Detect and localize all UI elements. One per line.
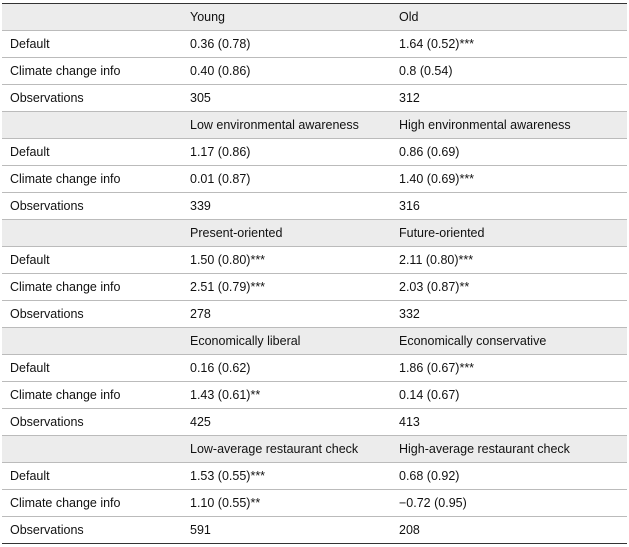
cell-value-b: 0.14 (0.67) — [391, 382, 627, 409]
table-row — [2, 85, 627, 112]
cell-value-b: 312 — [391, 85, 627, 112]
table-row — [2, 409, 627, 436]
row-label: Climate change info — [2, 490, 182, 517]
cell-value-a: 425 — [182, 409, 391, 436]
group-header-row — [2, 436, 627, 463]
row-label: Observations — [2, 517, 182, 544]
row-label: Climate change info — [2, 166, 182, 193]
cell-value-b: 2.11 (0.80)*** — [391, 247, 627, 274]
row-label: Climate change info — [2, 274, 182, 301]
row-label-cell — [2, 4, 182, 31]
cell-value-a: 0.16 (0.62) — [182, 355, 391, 382]
group-header-a: Present-oriented — [182, 220, 391, 247]
group-header-b: High-average restaurant check — [391, 436, 627, 463]
cell-value-a: 278 — [182, 301, 391, 328]
cell-value-b: 1.86 (0.67)*** — [391, 355, 627, 382]
cell-value-a: 591 — [182, 517, 391, 544]
group-header-a: Young — [182, 4, 391, 31]
cell-value-b: 0.86 (0.69) — [391, 139, 627, 166]
row-label: Climate change info — [2, 58, 182, 85]
cell-value-a: 2.51 (0.79)*** — [182, 274, 391, 301]
cell-value-a: 305 — [182, 85, 391, 112]
group-header-row — [2, 112, 627, 139]
row-label: Observations — [2, 301, 182, 328]
cell-value-a: 1.17 (0.86) — [182, 139, 391, 166]
cell-value-b: 208 — [391, 517, 627, 544]
table-row — [2, 355, 627, 382]
table-row — [2, 517, 627, 544]
group-header-b: Economically conservative — [391, 328, 627, 355]
results-table — [2, 3, 627, 544]
row-label: Default — [2, 31, 182, 58]
row-label-cell — [2, 328, 182, 355]
cell-value-b: 332 — [391, 301, 627, 328]
cell-value-b: 1.40 (0.69)*** — [391, 166, 627, 193]
row-label-cell — [2, 112, 182, 139]
cell-value-b: 0.68 (0.92) — [391, 463, 627, 490]
cell-value-a: 1.50 (0.80)*** — [182, 247, 391, 274]
row-label: Observations — [2, 85, 182, 112]
row-label: Observations — [2, 409, 182, 436]
group-header-b: Future-oriented — [391, 220, 627, 247]
cell-value-a: 339 — [182, 193, 391, 220]
group-header-a: Low-average restaurant check — [182, 436, 391, 463]
row-label-cell — [2, 220, 182, 247]
table-row — [2, 166, 627, 193]
row-label: Default — [2, 139, 182, 166]
row-label-cell — [2, 436, 182, 463]
cell-value-b: 2.03 (0.87)** — [391, 274, 627, 301]
cell-value-a: 0.01 (0.87) — [182, 166, 391, 193]
row-label: Climate change info — [2, 382, 182, 409]
row-label: Default — [2, 247, 182, 274]
cell-value-b: 316 — [391, 193, 627, 220]
table-row — [2, 463, 627, 490]
group-header-row — [2, 220, 627, 247]
group-header-a: Economically liberal — [182, 328, 391, 355]
cell-value-b: 413 — [391, 409, 627, 436]
group-header-row — [2, 4, 627, 31]
group-header-b: Old — [391, 4, 627, 31]
table-row — [2, 193, 627, 220]
cell-value-a: 0.36 (0.78) — [182, 31, 391, 58]
cell-value-b: 0.8 (0.54) — [391, 58, 627, 85]
cell-value-a: 0.40 (0.86) — [182, 58, 391, 85]
table-row — [2, 274, 627, 301]
row-label: Observations — [2, 193, 182, 220]
table-row — [2, 301, 627, 328]
table-row — [2, 490, 627, 517]
row-label: Default — [2, 463, 182, 490]
cell-value-b: 1.64 (0.52)*** — [391, 31, 627, 58]
cell-value-a: 1.43 (0.61)** — [182, 382, 391, 409]
group-header-row — [2, 328, 627, 355]
table-row — [2, 382, 627, 409]
table-row — [2, 247, 627, 274]
cell-value-b: −0.72 (0.95) — [391, 490, 627, 517]
table-row — [2, 139, 627, 166]
cell-value-a: 1.53 (0.55)*** — [182, 463, 391, 490]
table-row — [2, 58, 627, 85]
group-header-b: High environmental awareness — [391, 112, 627, 139]
group-header-a: Low environmental awareness — [182, 112, 391, 139]
cell-value-a: 1.10 (0.55)** — [182, 490, 391, 517]
row-label: Default — [2, 355, 182, 382]
table-row — [2, 31, 627, 58]
